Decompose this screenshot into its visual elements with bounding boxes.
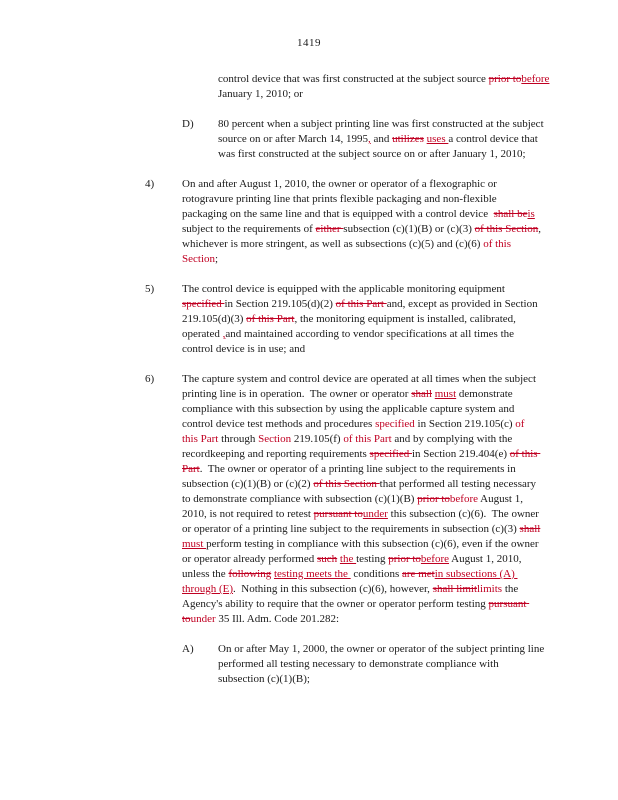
text-run: and maintained according to vendor specifications at all times the control device is in use; and <box>182 328 517 355</box>
inserted-text: in subsections (A) through (E) <box>182 568 518 595</box>
paragraph <box>145 372 565 627</box>
revised-text: before <box>449 493 479 505</box>
text-run: conditions <box>350 568 403 580</box>
deleted-text: such <box>317 553 338 565</box>
revised-text: specified <box>375 418 415 430</box>
text-run: and, except as provided in Section 219.105(d)(3) <box>182 298 541 325</box>
text-run: , whichever is more stringent, as well as subsections (c)(5) and (c)(6) <box>182 223 544 250</box>
revised-text: of this Part <box>343 433 392 445</box>
page-number: 1419 <box>297 37 321 49</box>
deleted-text: of this Section <box>313 478 380 490</box>
deleted-text: pursuant to <box>182 598 530 625</box>
deleted-text: shall <box>411 388 432 400</box>
text-run: control device that was first constructed at the subject source <box>218 73 489 85</box>
deleted-text: of this Part <box>182 448 541 475</box>
text-run: in Section 219.404(e) <box>412 448 510 460</box>
deleted-text: specified <box>369 448 412 460</box>
item-label: 5) <box>145 283 155 295</box>
inserted-text: must <box>434 388 457 400</box>
inserted-text: the <box>339 553 357 565</box>
text-run: and <box>370 133 393 145</box>
item-label: A) <box>182 643 194 655</box>
deleted-text: shall <box>519 523 541 535</box>
deleted-text: prior to <box>388 553 421 565</box>
text-run: that performed all testing necessary to demonstrate compliance with subsection (c)(1)(B) <box>182 478 539 505</box>
inserted-text: must <box>182 538 207 550</box>
inserted-text: before <box>420 553 450 565</box>
text-run: ; <box>215 253 219 265</box>
text-run: 219.105(f) <box>291 433 344 445</box>
text-run: , the monitoring equipment is installed, calibrated, operated <box>182 313 519 340</box>
inserted-text: , <box>222 328 226 340</box>
paragraph <box>145 72 565 102</box>
inserted-text: testing meets the <box>273 568 351 580</box>
text-run: August 1, 2010, unless the <box>182 553 525 580</box>
revised-text: limits <box>477 583 503 595</box>
deleted-text: of this Part <box>335 298 387 310</box>
revised-text: of this Section <box>182 238 514 265</box>
text-run: . Nothing in this subsection (c)(6), however, <box>233 583 433 595</box>
text-run: January 1, 2010; or <box>218 73 553 100</box>
paragraph-text <box>182 177 542 267</box>
text-run: 35 Ill. Adm. Code 201.282: <box>215 613 340 625</box>
text-run: subsection (c)(1)(B) or (c)(3) <box>343 223 475 235</box>
text-run: August 1, 2010, is not required to retest <box>182 493 526 520</box>
paragraph-text <box>182 372 542 627</box>
text-run: The control device is equipped with the applicable monitoring equipment <box>182 283 508 295</box>
text-run: the Agency's ability to require that the owner or operator perform testing <box>182 583 521 610</box>
text-run: a control device that was first constructed at the subject source on or after January 1, 2010; <box>218 133 541 160</box>
text-run: perform testing in compliance with this subsection (c)(6), even if the owner or operator already performed <box>182 538 542 565</box>
paragraph <box>145 117 565 162</box>
text-run: subject to the requirements of <box>182 208 538 235</box>
paragraph-text <box>182 282 542 357</box>
text-run: and by complying with the recordkeeping and reporting requirements <box>182 433 516 460</box>
paragraph <box>145 282 565 357</box>
text-run: On or after May 1, 2000, the owner or operator of the subject printing line performed all testing necessary to demonstrate compliance with subsection (c)(1)(B); <box>218 643 547 685</box>
text-run: On and after August 1, 2010, the owner or operator of a flexographic or rotogravure printing line that prints flexible packaging and non-flexible packaging on the same line and that is equipped with a control device <box>182 178 500 220</box>
inserted-text: before <box>521 73 550 85</box>
text-run: 80 percent when a subject printing line was first constructed at the subject source on or after March 14, 1995 <box>218 118 547 145</box>
text-run <box>540 523 543 535</box>
revised-text: under <box>190 613 216 625</box>
paragraph-text <box>218 72 553 102</box>
paragraph-text <box>218 117 545 162</box>
deleted-text: shall be <box>493 208 528 220</box>
text-run: demonstrate compliance with this subsection by using the applicable capture system and control device test methods and procedures <box>182 388 518 430</box>
deleted-text: either <box>315 223 344 235</box>
text-run: testing <box>356 553 389 565</box>
paragraph <box>145 642 565 687</box>
item-label: D) <box>182 118 194 130</box>
text-run: in Section 219.105(d)(2) <box>224 298 336 310</box>
deleted-text: pursuant to <box>313 508 363 520</box>
text-run: The capture system and control device are operated at all times when the subject printing line is in operation. The owner or operator <box>182 373 539 400</box>
item-label: 4) <box>145 178 155 190</box>
text-run: . The owner or operator of a printing line subject to the requirements in subsection (c)(1)(B) or (c)(2) <box>182 463 519 490</box>
item-label: 6) <box>145 373 155 385</box>
deleted-text: following <box>228 568 272 580</box>
deleted-text: utilizes <box>392 133 424 145</box>
text-run: through <box>218 433 259 445</box>
inserted-text: , <box>367 133 371 145</box>
deleted-text: of this Section <box>474 223 539 235</box>
deleted-text: specified <box>182 298 225 310</box>
document-body <box>145 72 565 702</box>
deleted-text: prior to <box>488 73 522 85</box>
deleted-text: shall limit <box>432 583 477 595</box>
paragraph-text <box>218 642 545 687</box>
deleted-text: prior to <box>417 493 450 505</box>
inserted-text: under <box>362 508 388 520</box>
inserted-text: is <box>527 208 535 220</box>
text-run: this subsection (c)(6). The owner or operator of a printing line subject to the requirements in subsection (c)(3) <box>182 508 542 535</box>
revised-text: Section <box>258 433 292 445</box>
deleted-text: are met <box>402 568 435 580</box>
deleted-text: of this Part <box>246 313 295 325</box>
inserted-text: uses <box>426 133 449 145</box>
paragraph <box>145 177 565 267</box>
text-run: in Section 219.105(c) <box>414 418 516 430</box>
revised-text: of this Part <box>182 418 528 445</box>
